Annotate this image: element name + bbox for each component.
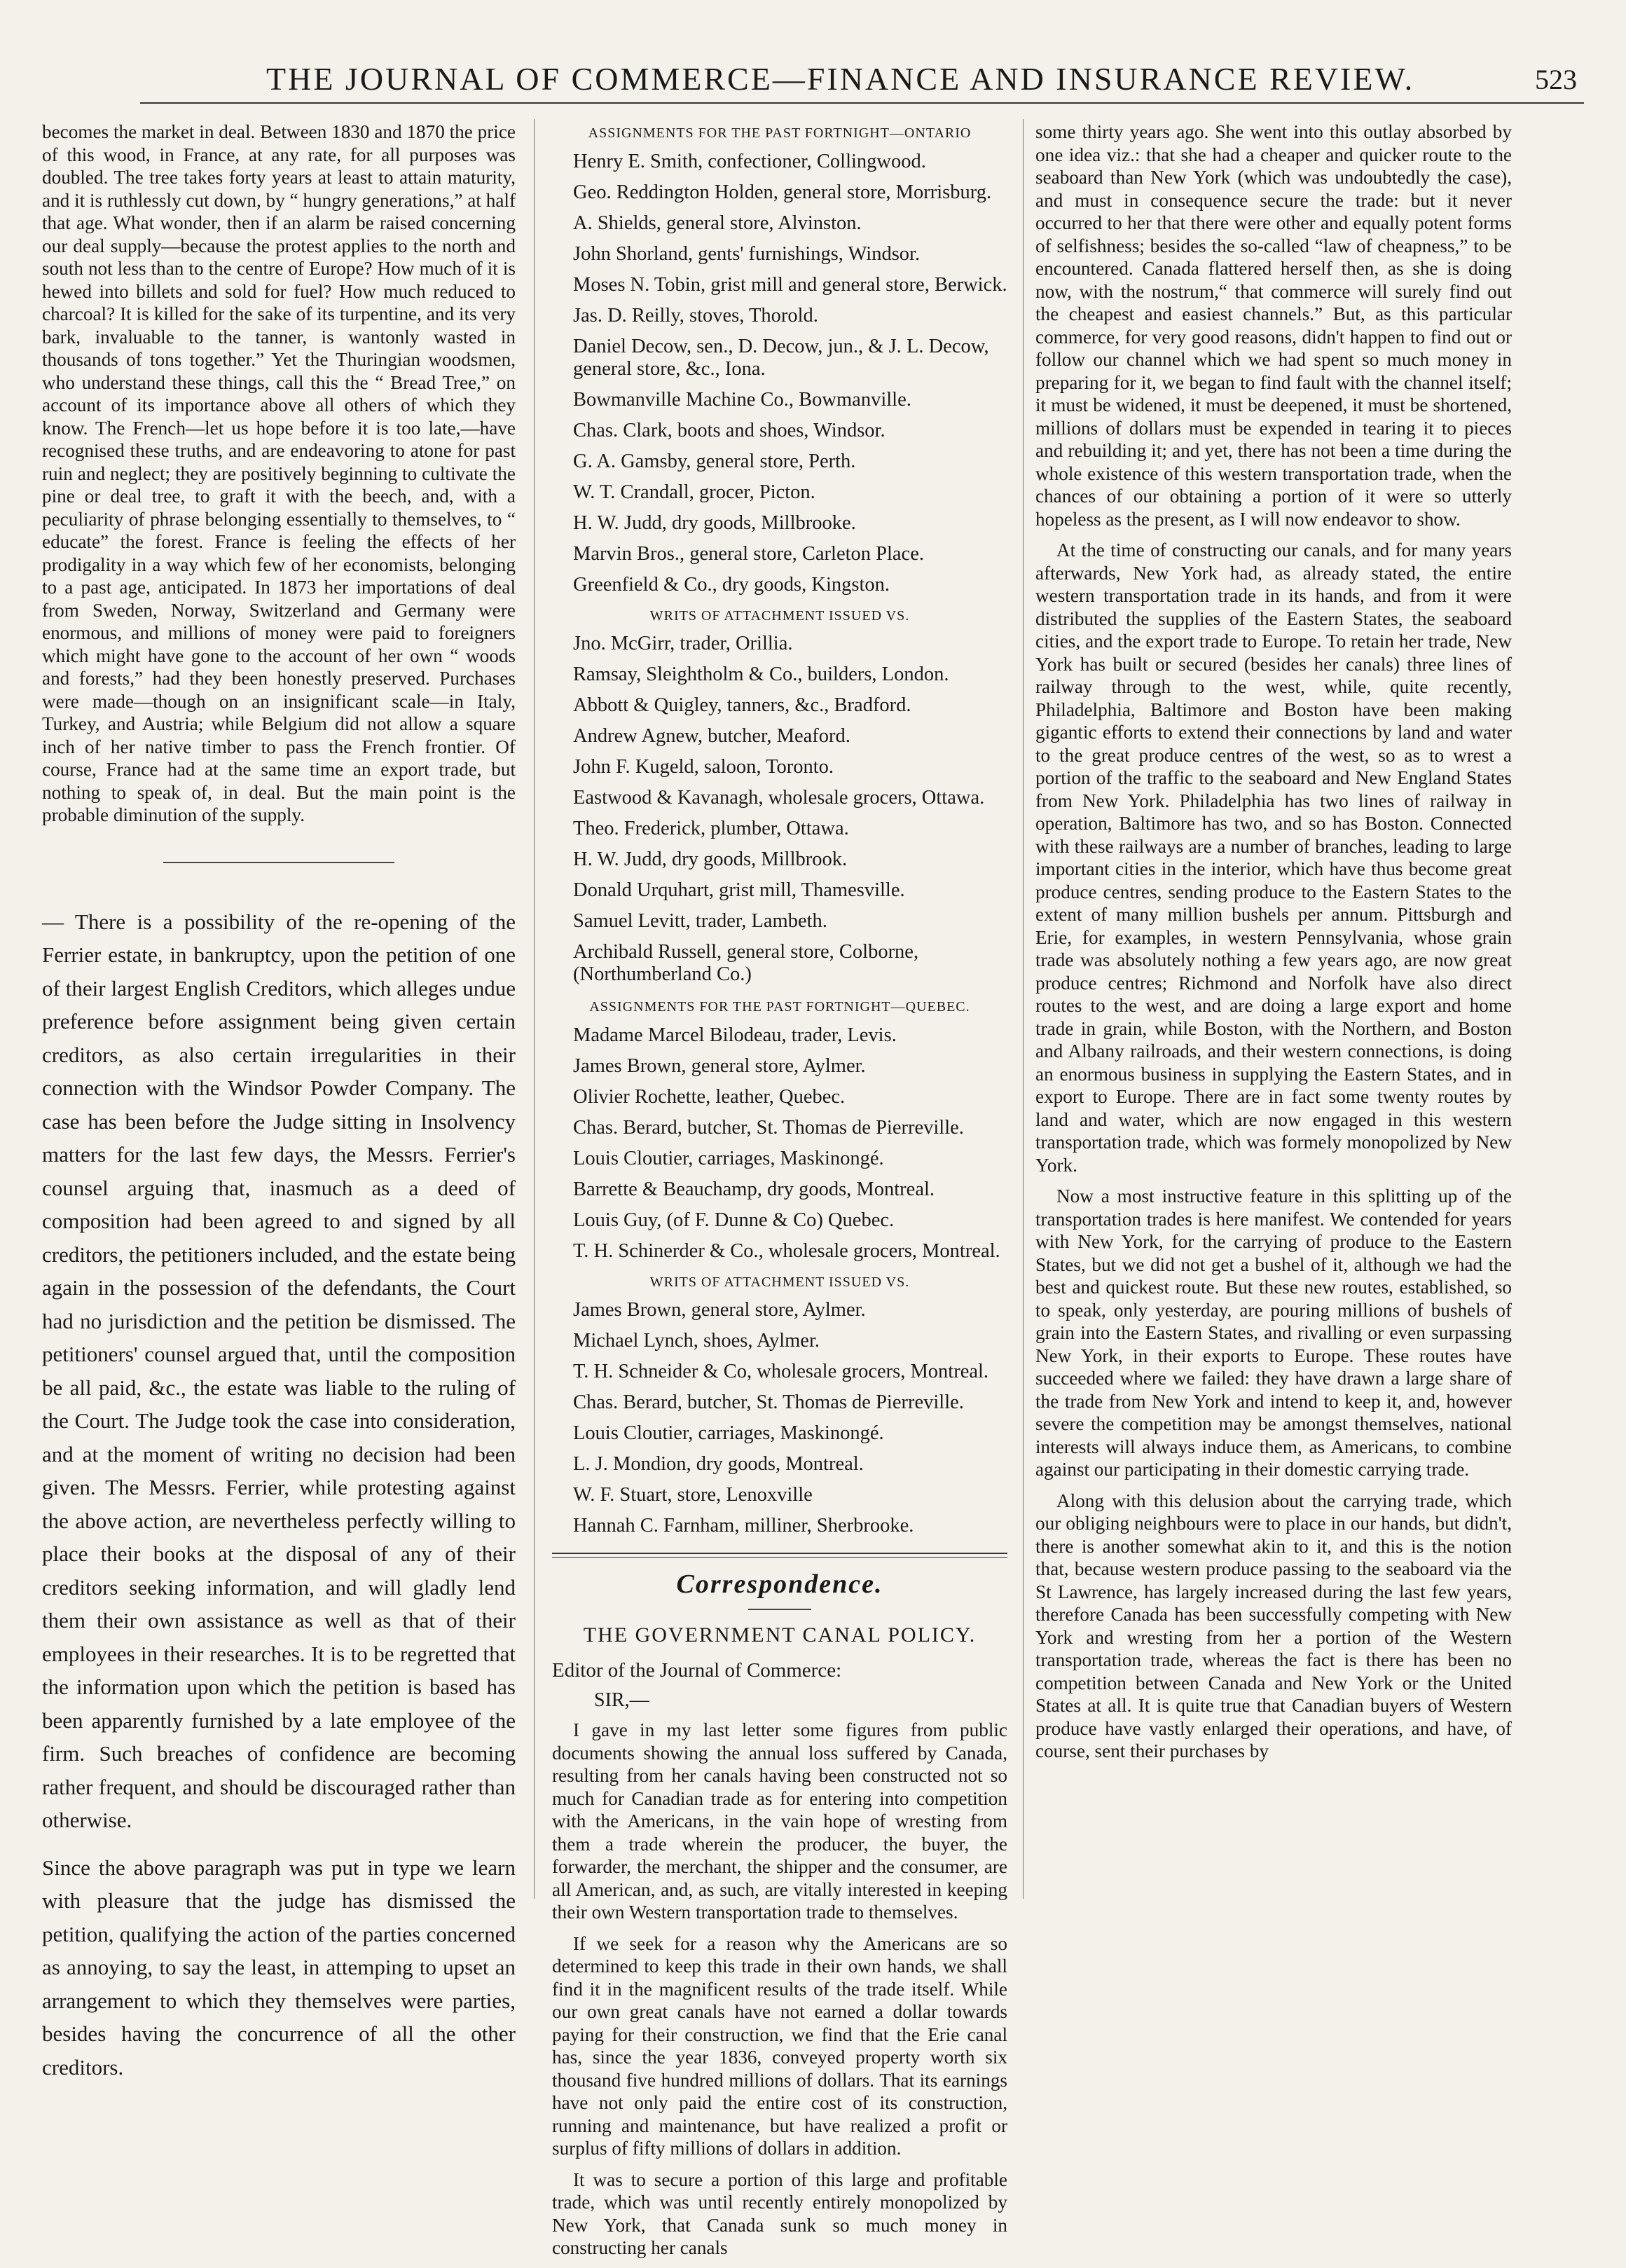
heading-rule <box>748 1609 811 1610</box>
list-entry: Louis Cloutier, carriages, Maskinongé. <box>573 1147 884 1169</box>
canal-paragraph-3: Now a most instructive feature in this splitting up of the transportation trades is here manifest. We contended for years with New York, for the carrying of produce to the Eastern States, but we did not get a bushel of it, although we had the best and quickest route. But these new routes, established, so to speak, only yesterday, are pouring millions of bushels of grain into the Eastern States, and rivalling or even surpassing New York, in their exports to Europe. These routes have succeeded where we failed: they have drawn a large share of the trade from New York and intend to keep it, and, however severe the competition may be amongst themselves, national interests will always induce them, as Americans, to combine against our participating in their domestic carrying trade. <box>1035 1185 1512 1480</box>
canal-paragraph-2: At the time of constructing our canals, and for many years afterwards, New York had, as already stated, the entire western transportation trade in its hands, and from it were distributed the supplies of the Eastern States, the seaboard cities, and the export trade to Europe. To retain her trade, New York has built or secured (besides her canals) three lines of railway through to the west, while, quite recently, Philadelphia, Baltimore and Boston have been making gigantic efforts to extend their connections by land and water to the great produce centres of the west, so as to wrest a portion of the traffic to the seaboard and New England States from New York. Philadelphia has two lines of railway in operation, Baltimore has two, and so has Boston. Connected with these railways are a number of branches, leading to large important cities in the interior, which have thus become great produce centres, sending produce to the Eastern States to the extent of many million bushels per annum. Pittsburgh and Erie, for examples, in western Pennsylvania, whose grain trade was absolutely nothing a few years ago, are now great produce centres; Richmond and Norfolk have also direct routes to the west, and are doing a large export and home trade in grain, while Boston, with the Northern, and Boston and Albany railroads, and their western connections, is doing an enormous business in supplying the Eastern States, and in export to Europe. There are in fact some twenty routes by land and water, which are now engaged in this western transportation trade, which was formely monopolized by New York. <box>1035 539 1512 1176</box>
list-entry: Eastwood & Kavanagh, wholesale grocers, Ottawa. <box>573 787 985 809</box>
quebec-assignments-heading: ASSIGNMENTS FOR THE PAST FORTNIGHT—QUEBEC. <box>589 999 970 1015</box>
list-entry: Daniel Decow, sen., D. Decow, jun., & J. L. Decow, general store, &c., Iona. <box>573 335 989 380</box>
list-entry: G. A. Gamsby, general store, Perth. <box>573 450 856 472</box>
list-entry: Abbott & Quigley, tanners, &c., Bradford. <box>573 694 911 716</box>
column-divider-1 <box>534 119 535 1899</box>
column-3 <box>1035 121 1512 1771</box>
list-entry: H. W. Judd, dry goods, Millbrooke. <box>573 511 856 534</box>
page-header <box>140 60 1584 104</box>
ontario-writs-list <box>552 633 1007 986</box>
column-2 <box>552 121 1007 2268</box>
list-entry: John F. Kugeld, saloon, Toronto. <box>573 756 834 778</box>
list-entry: Chas. Berard, butcher, St. Thomas de Pierreville. <box>573 1116 964 1139</box>
column-divider-2 <box>1023 119 1024 1899</box>
list-entry: T. H. Schinerder & Co., wholesale grocers, Montreal. <box>573 1239 1000 1262</box>
ontario-assignments-list <box>552 151 1007 596</box>
list-entry: Donald Urquhart, grist mill, Thamesville. <box>573 879 905 901</box>
list-entry: James Brown, general store, Aylmer. <box>573 1299 866 1321</box>
letter-title: THE GOVERNMENT CANAL POLICY. <box>583 1623 977 1647</box>
list-entry: Chas. Clark, boots and shoes, Windsor. <box>573 419 886 441</box>
list-entry: H. W. Judd, dry goods, Millbrook. <box>573 848 848 870</box>
list-entry: Henry E. Smith, confectioner, Collingwood. <box>573 150 926 172</box>
canal-paragraph-4: Along with this delusion about the carrying trade, which our obliging neighbours were to place in our hands, but didn't, there is another somewhat akin to it, and this is the notion that, because western produce passing to the seaboard via the St Lawrence, has largely increased during the last few years, therefore Canada has been successfully competing with New York and wresting from her a portion of the Western transportation trade, whereas the fact is there has been no competition between Canada and New York or the United States at all. It is quite true that Canadian buyers of Western produce have vastly enlarged their operations, and have, of course, sent their purchases by <box>1035 1490 1512 1761</box>
quebec-writs-list <box>552 1299 1007 1537</box>
salutation: SIR,— <box>594 1689 649 1711</box>
letter-paragraph-1: I gave in my last letter some figures from public documents showing the annual loss suffered by Canada, resulting from her canals having been constructed not so much for Canadian trade as for entering into competition with the Americans, in the vain hope of wresting from them a trade wherein the producer, the buyer, the forwarder, the merchant, the shipper and the consumer, are all American, and, as such, are vitally interested in keeping their own Western transportation trade to themselves. <box>552 1719 1007 1923</box>
list-entry: Olivier Rochette, leather, Quebec. <box>573 1085 846 1108</box>
list-entry: Andrew Agnew, butcher, Meaford. <box>573 725 850 747</box>
list-entry: Moses N. Tobin, grist mill and general store, Berwick. <box>573 273 1007 296</box>
list-entry: Barrette & Beauchamp, dry goods, Montreal. <box>573 1178 935 1200</box>
list-entry: Jno. McGirr, trader, Orillia. <box>573 633 793 654</box>
list-entry: A. Shields, general store, Alvinston. <box>573 212 862 234</box>
ontario-writs-heading: WRITS OF ATTACHMENT ISSUED VS. <box>649 607 910 624</box>
ontario-assignments-heading: ASSIGNMENTS FOR THE PAST FORTNIGHT—ONTARIO <box>588 125 972 141</box>
list-entry: W. F. Stuart, store, Lenoxville <box>573 1484 813 1506</box>
list-entry: Chas. Berard, butcher, St. Thomas de Pierreville. <box>573 1391 964 1413</box>
list-entry: L. J. Mondion, dry goods, Montreal. <box>573 1453 864 1475</box>
list-entry: Geo. Reddington Holden, general store, Morrisburg. <box>573 181 992 203</box>
list-entry: Jas. D. Reilly, stoves, Thorold. <box>573 304 818 327</box>
editor-address: Editor of the Journal of Commerce: <box>552 1659 842 1682</box>
list-entry: T. H. Schneider & Co, wholesale grocers, Montreal. <box>573 1361 989 1382</box>
section-separator <box>163 862 394 863</box>
list-entry: Michael Lynch, shoes, Aylmer. <box>573 1330 820 1352</box>
quebec-writs-heading: WRITS OF ATTACHMENT ISSUED VS. <box>649 1274 910 1290</box>
list-entry: Archibald Russell, general store, Colborne, (Northumberland Co.) <box>573 941 919 985</box>
canal-paragraph-1: some thirty years ago. She went into this outlay absorbed by one idea viz.: that she had a cheaper and quicker route to the seaboard than New York (which was undoubtedly the case), and must in consequence secure the trade: but it never occurred to her that there were other and equally potent forms of selfishness; besides the so-called “law of cheapness,” to be encountered. Canada flattered herself then, as she is doing now, with the nostrum,“ that commerce will surely find out the cheapest and easiest channels.” But, as this particular commerce, for very good reasons, didn't happen to find out or follow our channel which we had spent so much money in preparing for it, we began to find fault with the channel itself; it must be widened, it must be deepened, it must be shortened, millions of dollars must be expended in tearing it to pieces and rebuilding it; and yet, there has not been a time during the whole existence of this western transportation trade, when the chances of our obtaining a portion of it were so utterly hopeless as the present, as I will now endeavor to show. <box>1035 121 1512 530</box>
letter-paragraph-2: If we seek for a reason why the Americans are so determined to keep this trade in their own hands, we shall find it in the magnificent results of the trade itself. While our own great canals have not earned a dollar towards paying for their construction, we find that the Erie canal has, since the year 1836, conveyed property worth six thousand five hundred millions of dollars. That its earnings have not only paid the entire cost of its construction, running and maintenance, but have realized a profit or surplus of fifty millions of dollars in addition. <box>552 1932 1007 2159</box>
list-entry: Bowmanville Machine Co., Bowmanville. <box>573 388 911 411</box>
list-entry: Hannah C. Farnham, milliner, Sherbrooke. <box>573 1515 914 1537</box>
list-entry: Madame Marcel Bilodeau, trader, Levis. <box>573 1024 897 1046</box>
section-double-rule <box>552 1553 1007 1558</box>
page-number: 523 <box>1535 64 1577 95</box>
letter-paragraph-3: It was to secure a portion of this large and profitable trade, which was until recently entirely monopolized by New York, that Canada sunk so much money in constructing her canals <box>552 2169 1007 2258</box>
list-entry: Louis Cloutier, carriages, Maskinongé. <box>573 1422 884 1444</box>
list-entry: James Brown, general store, Aylmer. <box>573 1054 866 1077</box>
list-entry: John Shorland, gents' furnishings, Windsor. <box>573 242 921 265</box>
correspondence-heading: Correspondence. <box>676 1569 883 1599</box>
list-entry: Ramsay, Sleightholm & Co., builders, London. <box>573 664 949 685</box>
list-entry: Samuel Levitt, trader, Lambeth. <box>573 910 827 932</box>
list-entry: Louis Guy, (of F. Dunne & Co) Quebec. <box>573 1209 895 1231</box>
list-entry: Greenfield & Co., dry goods, Kingston. <box>573 573 890 596</box>
list-entry: Theo. Frederick, plumber, Ottawa. <box>573 818 849 839</box>
deal-article-paragraph: becomes the market in deal. Between 1830 and 1870 the price of this wood, in France, at any rate, for all purposes was doubled. The tree takes forty years at least to attain maturity, and it is ruthlessly cut down, by “ hungry generations,” at half that age. What wonder, then if an alarm be raised concerning our deal supply—because the protest applies to the north and south not less than to the centre of Europe? How much of it is hewed into billets and sold for fuel? How much reduced to charcoal? It is killed for the sake of its turpentine, and its very bark, invaluable to the tanner, is wantonly wasted in thousands of tons together.” Yet the Thuringian woodsmen, who understand these things, call this the “ Bread Tree,” on account of its importance above all others of which they know. The French—let us hope before it is too late,—have recognised these truths, and are endeavoring to atone for past ruin and neglect; they are positively beginning to cultivate the pine or deal tree, to graft it with the beech, and, with a peculiarity of phrase belonging essentially to themselves, to “ educate” the forest. France is feeling the effects of her prodigality in a way which few of her economists, belonging to a past age, anticipated. In 1873 her importations of deal from Sweden, Norway, Switzerland and Germany were enormous, and millions of money were paid to foreigners which might have gone to the account of her own “ woods and forests,” had they been honestly preserved. Purchases were made—though on an insignificant scale—in Italy, Turkey, and Austria; while Belgium did not allow a square inch of her native timber to pass the French frontier. Of course, France had at the same time an export trade, but nothing to speak of, in deal. But the main point is the probable diminution of the supply. <box>42 121 516 825</box>
ferrier-estate-article <box>42 905 516 2084</box>
ferrier-followup-paragraph: Since the above paragraph was put in type we learn with pleasure that the judge has dismissed the petition, qualifying the action of the parties concerned as annoying, to say the least, in attemping to upset an arrangement to which they themselves were parties, besides having the concurrence of all the other creditors. <box>42 1855 516 2080</box>
list-entry: W. T. Crandall, grocer, Picton. <box>573 481 815 503</box>
journal-title: THE JOURNAL OF COMMERCE—FINANCE AND INSURANCE REVIEW. <box>266 61 1415 97</box>
column-1 <box>42 121 516 2098</box>
quebec-assignments-list <box>552 1024 1007 1263</box>
ferrier-paragraph: — There is a possibility of the re-opening of the Ferrier estate, in bankruptcy, upon the petition of one of their largest English Creditors, which alleges undue preference before assignment being given certain creditors, as also certain irregularities in their connection with the Windsor Powder Company. The case has been before the Judge sitting in Insolvency matters for the last few days, the Messrs. Ferrier's counsel arguing that, inasmuch as a deed of composition had been agreed to and signed by all creditors, the petitioners included, and the estate being again in the possession of the defendants, the Court had no jurisdiction and the petition be dismissed. The petitioners' counsel argued that, until the composition be all paid, &c., the estate was liable to the ruling of the Court. The Judge took the case into consideration, and at the moment of writing no decision had been given. The Messrs. Ferrier, while protesting against the above action, are nevertheless perfectly willing to place their books at the disposal of any of their creditors seeking information, and will gladly lend them their own assistance as well as that of their employees in their researches. It is to be regretted that the information upon which the petition is based has been apparently furnished by a late employee of the firm. Such breaches of confidence are becoming rather frequent, and should be discouraged rather than otherwise. <box>42 909 516 1832</box>
list-entry: Marvin Bros., general store, Carleton Place. <box>573 542 924 565</box>
